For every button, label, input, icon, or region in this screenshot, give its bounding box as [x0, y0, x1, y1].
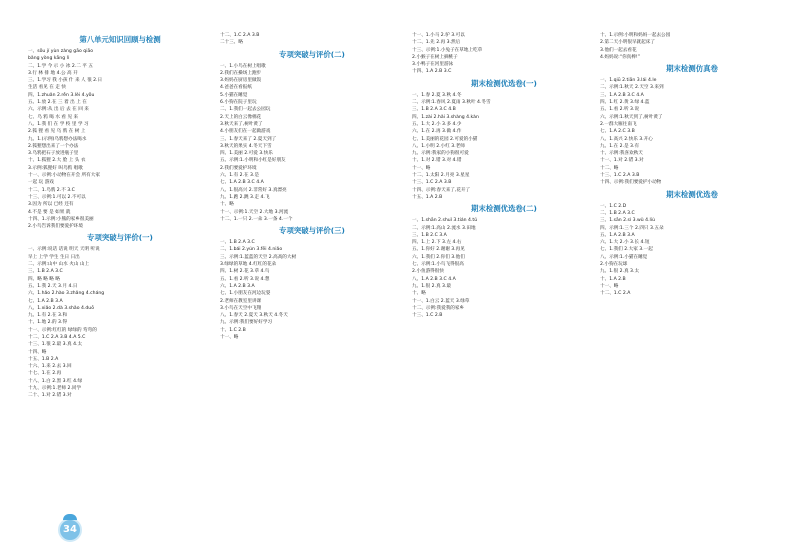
answer-line: 3.因为 所以 已经 还有	[28, 202, 74, 208]
answer-line: 五、1.你好 2.谢谢 3.再见	[412, 247, 465, 253]
answer-line: bǎng yòng kāng lì	[28, 56, 70, 62]
page-number: 34	[63, 524, 77, 535]
answer-line: 九、1.很 2.真 3.太	[600, 269, 640, 275]
answer-line: 3.行 林 排 地 4.公 高 开	[28, 70, 78, 76]
answer-line: 十一、示例:红红的 绿绿的 弯弯的	[28, 327, 97, 333]
answer-line: 二、示例:1.秋天 2.天空 3.来到	[600, 85, 664, 91]
answer-line: 十一、1.对 2.错 3.对	[600, 158, 644, 164]
answer-line: 一、1.qiū 2.tiān 3.lái 4.le	[600, 78, 657, 84]
answer-line: 十一、略	[600, 283, 619, 289]
answer-line: 六、1.大 2.小 3.长 4.短	[600, 240, 650, 246]
answer-line: 十五、1.A 2.B	[412, 194, 443, 200]
answer-line: 八、1.很高兴 2.非常好 3.真漂亮	[220, 187, 287, 193]
answer-line: 七、示例:1.小鸟飞得很高	[412, 262, 464, 268]
answer-line: 四、1.zài 2.hǎi 3.shàng 4.kàn	[412, 114, 479, 120]
answer-line: 2.第二天小明很早就起床了	[600, 40, 655, 46]
answer-line: 五、示例:1.小明和小红是好朋友	[220, 158, 286, 164]
answer-line: 五、1.大 2.小 3.多 4.少	[412, 121, 462, 127]
answer-line: 十、1.对 2.错 3.对 4.错	[412, 158, 462, 164]
answer-line: 九、1.有 2.在 3.和	[28, 313, 68, 319]
answer-line: 二、1.B 2.A 3.C	[600, 210, 635, 216]
answer-line: 四、1.上 2.下 3.左 4.右	[412, 240, 462, 246]
page-number-badge	[58, 518, 82, 542]
answer-line: 七、1.小朋友在河边玩耍	[220, 291, 271, 297]
section-title: 专项突破与评价(二)	[279, 49, 345, 59]
answer-line: 七、1.美丽的花园 2.可爱的小猫	[412, 136, 478, 142]
answer-line: 十一、示例:小动物在开会 所有大家	[28, 173, 100, 179]
answer-line: 3.秋天来了,树叶黄了	[220, 121, 263, 127]
answer-column-2	[220, 32, 404, 532]
answer-line: 七、1.A 2.B 3.C 4.A	[220, 180, 264, 186]
answer-line: 六、1.A 2.B 3.A	[220, 283, 255, 289]
answer-line: 四、1.美丽 2.可爱 3.快乐	[220, 151, 273, 157]
answer-line: 七、1.A 2.B 3.A	[28, 298, 63, 304]
answer-line: 十二、1.一只 2.一朵 3.一条 4.一个	[220, 216, 293, 222]
answer-line: 2.老师在教室里讲课	[220, 298, 262, 304]
answer-line: 十三、示例:1.小兔子在草地上吃草	[412, 47, 483, 53]
answer-line: 4.爸爸在看报纸	[220, 85, 252, 91]
answer-line: 一、1.shān 2.shuǐ 3.tián 4.tǔ	[412, 218, 478, 224]
answer-line: 十、示例:我喜欢秋天	[600, 151, 643, 157]
answer-line: 4.小朋友们在一起做游戏	[220, 129, 271, 135]
answer-line: 十二、1.先 2.再 3.然后	[412, 40, 461, 46]
answer-line: 2.小狗在玩球	[600, 262, 628, 268]
answer-line: 二、1.我们一起去公园玩	[220, 107, 271, 113]
answer-line: 十二、1.乌鸦 2.不 3.C	[28, 187, 75, 193]
section-title: 期末检测优选卷(一)	[471, 78, 537, 88]
answer-line: 6.小狗在院子里玩	[220, 100, 257, 106]
section-title: 期末检测优选卷(二)	[471, 204, 537, 214]
answer-line: 3.小鸟在天空中飞翔	[220, 305, 262, 311]
answer-line: 二、1.学 今 示 小 冰 2.二 平 五	[28, 63, 93, 69]
answer-line: 十六、1.来 2.去 3.回	[28, 364, 72, 370]
section-title: 期末检测优选卷	[666, 189, 718, 199]
answer-line: 十一、略	[412, 165, 431, 171]
answer-line: 八、1.春天 2.夏天 3.秋天 4.冬天	[220, 313, 288, 319]
answer-line: 五、1.A 2.B 3.A	[600, 232, 635, 238]
section-title: 期末检测仿真卷	[666, 64, 718, 74]
answer-line: 十一、略	[220, 334, 239, 340]
answer-line: 十八、1.白 2.黑 3.红 4.绿	[28, 378, 83, 384]
answer-line: 六、示例:1.秋天到了,树叶黄了	[600, 114, 663, 120]
answer-line: 十四、示例:我们要爱护小动物	[600, 180, 662, 186]
answer-line: 八、1.A 2.B 3.C 4.A	[412, 276, 456, 282]
answer-line: 五、1.看 2.听 3.说 4.想	[220, 276, 270, 282]
answer-line: 二十、1.对 2.错 3.对	[28, 393, 72, 399]
answer-line: 4.妈妈说:“你真棒!”	[600, 54, 641, 60]
answer-line: 三、1.B 2.A 3.C	[28, 269, 63, 275]
answer-line: 三、1.sān 2.sì 3.wǔ 4.liù	[600, 218, 656, 224]
answer-line: 一、1.C 2.D	[600, 203, 627, 209]
section-title: 第八单元知识回顾与检测	[79, 35, 161, 44]
badge-cap-icon	[63, 514, 77, 520]
answer-line: 十三、1.C 2.A 3.B	[600, 173, 640, 179]
answer-line: 十二、1.太阳 2.月亮 3.星星	[412, 173, 470, 179]
answer-line: 八、1.小明 2.小红 3.老师	[412, 143, 465, 149]
answer-line: 2.小猴子在树上摘桃子	[412, 54, 458, 60]
answer-line: 3.示例:狐狸好 叫乌鸦 唱歌	[28, 165, 83, 171]
answer-line: 十四、1.示例:小熊的家乡很美丽	[28, 216, 94, 222]
answer-line: 早上 上学 学生 生日 日出	[28, 254, 80, 260]
answer-line: 八、1.我 们 在 学 校 里 学 习	[28, 121, 89, 127]
answer-line: 四、1.zhuǎn 2.rěn 3.lèi 4.yǒu	[28, 92, 95, 98]
answer-line: 四、示例:1.三个 2.四只 3.五朵	[600, 225, 664, 231]
answer-line: 十九、示例:1.老师 2.同学	[28, 386, 82, 392]
answer-line: 三、1.春天来了 2.夏天到了	[220, 136, 277, 142]
answer-line: 3.绿绿的草地 4.红红的花朵	[220, 262, 277, 268]
answer-line: 二十三、略	[220, 40, 243, 46]
answer-line: 四、略 略 略 略	[28, 276, 60, 282]
answer-line: 八、1.xiǎo 2.dà 3.shǎo 4.duō	[28, 305, 95, 311]
answer-line: 十三、1.C 2.B	[412, 313, 443, 319]
answer-line: 十一、1.白云 2.蓝天 3.绿草	[412, 298, 470, 304]
answer-line: 十二、略	[600, 165, 619, 171]
answer-line: 一、1.小鸟在树上唱歌	[220, 63, 266, 69]
answer-line: 五、1.看 2.听 3.说	[600, 107, 640, 113]
answer-line: 六、1.我们 2.你们 3.他们	[412, 254, 465, 260]
answer-line: 七、1.A 2.C 3.B	[600, 129, 635, 135]
answer-line: 一、sǒu jí yùn zàng gāo qiāo	[28, 49, 94, 54]
answer-line: 三、示例:1.蓝蓝的天空 2.高高的大树	[220, 254, 297, 260]
answer-line: 二、示例:山中 山水 火山 山上	[28, 262, 90, 268]
answer-line: 九、1.跑 2.跳 3.走 4.飞	[220, 194, 270, 200]
answer-line: 一、示例:说话 话说 明天 天明 听说	[28, 247, 100, 253]
answer-line: 九、示例:我们要好好学习	[220, 320, 273, 326]
answer-line: 3.小鸭子在河里游泳	[412, 62, 454, 68]
answer-line: 七、1.我们 2.大家 3.一起	[600, 247, 653, 253]
answer-line: 2.狐 狸 看 见 乌 鸦 在 树 上	[28, 129, 86, 135]
answer-line: 八、示例:1.小猫在睡觉	[600, 254, 648, 260]
answer-line: 十二、1.C 2.A	[600, 291, 631, 297]
answer-line: 3.乌鸦把石子放进瓶子里	[28, 151, 79, 157]
answer-line: 2.我们在操场上跑步	[220, 70, 262, 76]
answer-line: 十四、示例:春天来了,花开了	[412, 187, 471, 193]
answer-line: 一、1.春 2.夏 3.秋 4.冬	[412, 92, 462, 98]
answer-line: 十、1.示例:小明和妈妈一起去公园	[600, 33, 671, 38]
answer-line: 十五、1.B 2.A	[28, 356, 59, 362]
answer-line: 十三、1.很 2.最 3.真 4.太	[28, 342, 83, 348]
answer-line: 十七、1.在 2.再	[28, 371, 62, 377]
section-title: 专项突破与评价(三)	[279, 226, 345, 236]
answer-line: 三、1.A 2.B 3.C 4.A	[600, 92, 644, 98]
answer-line: 十四、略	[28, 349, 47, 355]
answer-line: 2.一群大雁往南飞	[600, 121, 637, 127]
answer-line: 十、1.狐狸 2.大 脸 上 头 衣	[28, 158, 86, 164]
section-title: 专项突破与评价(一)	[87, 233, 153, 243]
answer-line: 八、1.高兴 2.快乐 3.开心	[600, 136, 653, 142]
answer-line: 十四、1.A 2.B 3.C	[412, 69, 452, 75]
answer-column-3	[412, 32, 596, 532]
answer-line: 二、1.bái 2.yún 3.fēi 4.niǎo	[220, 247, 283, 253]
answer-column-4	[600, 32, 784, 532]
answer-line: 2.小鱼游得很快	[412, 269, 444, 275]
answer-line: 九、示例:我家的小狗很可爱	[412, 151, 469, 157]
answer-line: 十三、示例:1.可以 2.不可以	[28, 194, 86, 200]
answer-line: 七、乌 鸦 喝 水 看 见 来	[28, 114, 79, 120]
answer-line: 十三、1.C 2.A 3.B	[412, 180, 452, 186]
answer-line: 二、示例:1.春风 2.夏雨 3.秋叶 4.冬雪	[412, 100, 491, 106]
answer-line: 五、1.我 2.天 3.月 4.日	[28, 283, 78, 289]
answer-line: 四、1.红 2.黄 3.绿 4.蓝	[600, 100, 650, 106]
answer-line: 2.我们要爱护环境	[220, 165, 257, 171]
answer-line: 2.狐狸想出来了一个办法	[28, 143, 79, 149]
answer-line: 四、1.树 2.花 3.草 4.鸟	[220, 269, 270, 275]
answer-line: 3.妈妈在厨房里做饭	[220, 78, 262, 84]
answer-line: 十、略	[220, 202, 234, 208]
answer-line: 3.他们一起去看花	[600, 47, 637, 53]
answer-line: 十二、示例:我爱我的家乡	[412, 305, 465, 311]
answer-line: 生活 看见 在 走 快	[28, 85, 66, 91]
answer-line: 十一、示例:1.天空 2.大地 3.河流	[220, 209, 289, 215]
answer-line: 三、1.B 2.A 3.C 4.B	[412, 107, 456, 113]
answer-line: 十二、1.C 2.A 3.B	[220, 33, 260, 38]
answer-line: 三、1.学习 我 小孩 什 来 人 很 2.日	[28, 78, 103, 84]
answer-line: 5.小猫在睡觉	[220, 92, 248, 98]
answer-line: 4.不是 要 是 如果 就	[28, 209, 71, 215]
answer-line: 九、1.在 2.是 3.有	[600, 143, 640, 149]
answer-line: 十、1.C 2.B	[220, 327, 246, 333]
answer-line: 十二、1.C 2.A 3.B 4.A 5.C	[28, 334, 86, 340]
answer-line: 二、示例:1.高山 2.流水 3.田地	[412, 225, 476, 231]
answer-line: 九、1.很 2.真 3.最	[412, 283, 452, 289]
answer-line: 十、略	[412, 291, 426, 297]
answer-line: 2.天上的白云像棉花	[220, 114, 262, 120]
answer-line: 一起 玩 游戏	[28, 180, 54, 186]
answer-line: 五、1.放 2.在 三 着 出 上 在	[28, 100, 87, 106]
answer-line: 三、1.B 2.C 3.A	[412, 232, 447, 238]
answer-line: 一、1.B 2.A 3.C	[220, 240, 255, 246]
answer-line: 六、1.有 2.在 3.是	[220, 173, 260, 179]
answer-line: 3.秋天的果实 4.冬天下雪	[220, 143, 272, 149]
answer-column-1	[28, 32, 212, 532]
answer-line: 十一、1.小马 2.驴 3.可以	[412, 33, 465, 38]
answer-line: 十、1.A 2.B	[600, 276, 626, 282]
answer-line: 九、1.(示例)乌鸦想办法喝水	[28, 136, 87, 142]
answer-line: 六、示例:从 出 后 去 在 回 来	[28, 107, 89, 113]
answer-line: 六、1.hǎo 2.hào 3.zhǎng 4.cháng	[28, 291, 105, 297]
answer-line: 十、1.地 2.的 3.得	[28, 320, 68, 326]
answer-line: 六、1.在 2.再 3.做 4.作	[412, 129, 462, 135]
answer-line: 2.小鸟告诉我们要爱护环境	[28, 224, 83, 230]
